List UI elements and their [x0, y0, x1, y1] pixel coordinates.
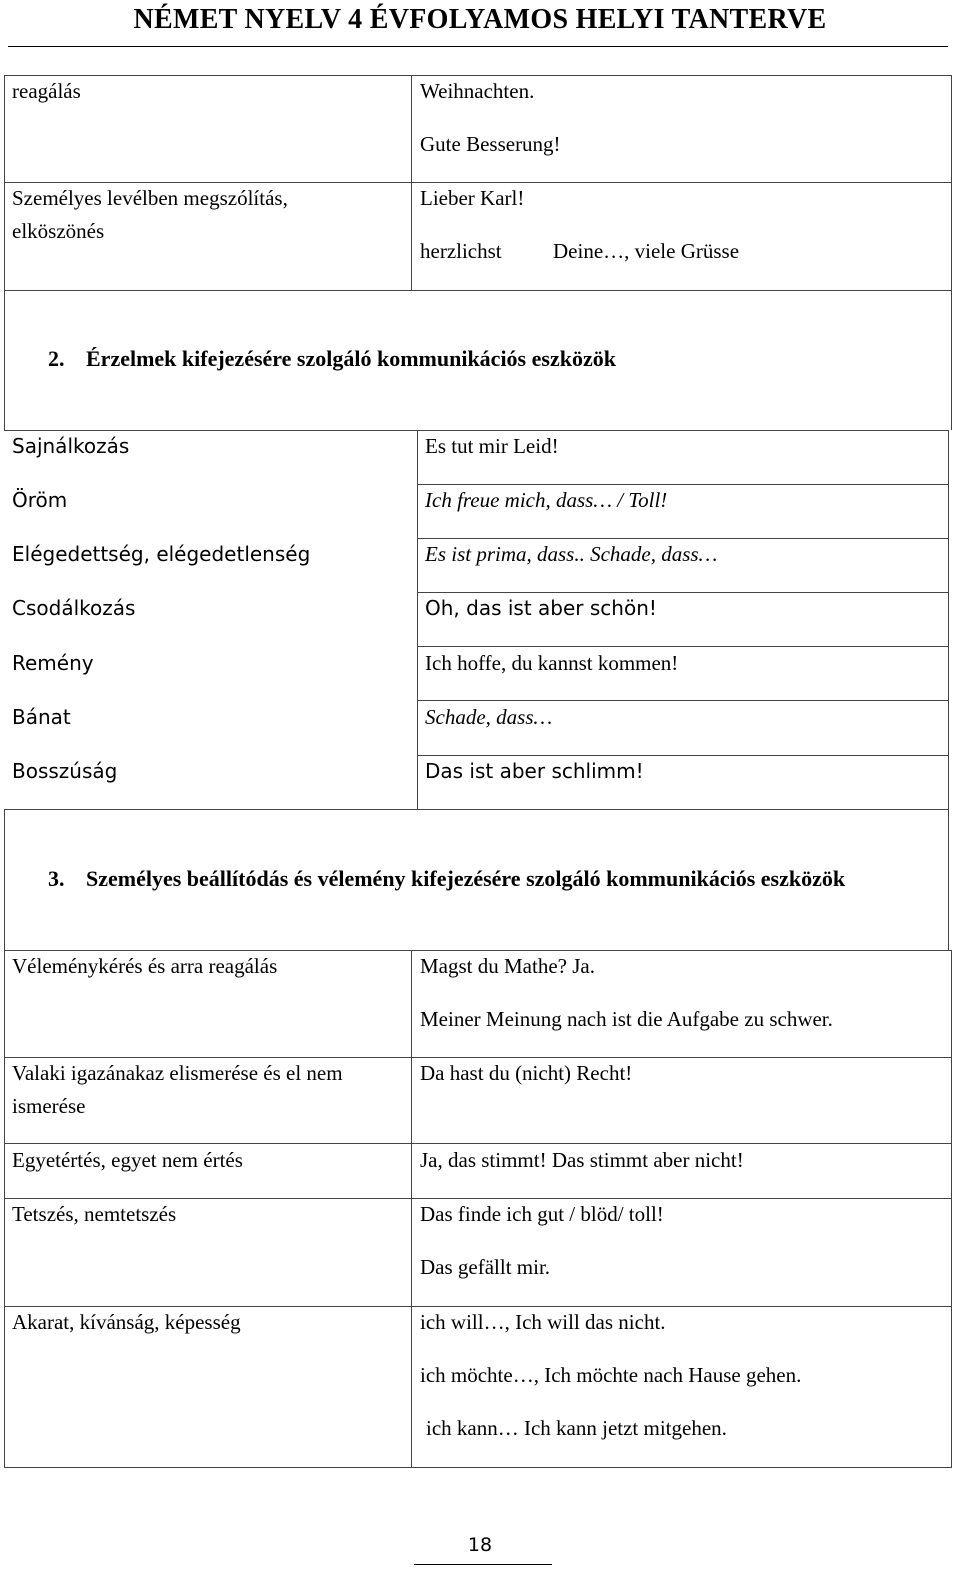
page-header-title: NÉMET NYELV 4 ÉVFOLYAMOS HELYI TANTERVE [133, 4, 827, 35]
table-cell-label: Személyes levélben megszólítás, [12, 186, 288, 210]
table-cell-label: Valaki igazánakaz elismerése és el nem [12, 1061, 343, 1085]
table-cell-example: Lieber Karl! [420, 186, 525, 210]
table-cell-example: Magst du Mathe? Ja. [420, 954, 595, 978]
table-cell-label: Csodálkozás [12, 596, 136, 620]
table-cell-example: Deine…, viele Grüsse [553, 239, 740, 263]
table-cell-example: Ich freue mich, dass… / Toll! [425, 488, 668, 512]
table-cell-example: ich möchte…, Ich möchte nach Hause gehen. [420, 1363, 802, 1387]
header-rule [8, 46, 948, 47]
table-cell-example: Oh, das ist aber schön! [425, 596, 657, 620]
table-cell-label: Tetszés, nemtetszés [12, 1202, 177, 1226]
table-cell-example: herzlichst [420, 239, 502, 263]
table-cell-label: ismerése [12, 1094, 86, 1118]
section-number: 3. [48, 866, 65, 891]
table-cell-label: Remény [12, 651, 94, 675]
table-cell-example: Weihnachten. [420, 79, 535, 103]
table-cell-label: Bosszúság [12, 759, 118, 783]
table-cell-label: Egyetértés, egyet nem értés [12, 1148, 243, 1172]
table-cell-example: Ich hoffe, du kannst kommen! [425, 651, 679, 675]
table-cell-example: Gute Besserung! [420, 132, 561, 156]
table-cell-example: Das finde ich gut / blöd/ toll! [420, 1202, 664, 1226]
table-cell-label: elköszönés [12, 219, 105, 243]
table-cell-example: Es tut mir Leid! [425, 434, 559, 458]
table-cell-label: Akarat, kívánság, képesség [12, 1310, 241, 1334]
table-cell-example: ich kann… Ich kann jetzt mitgehen. [426, 1416, 727, 1440]
table-cell-label: Sajnálkozás [12, 434, 130, 458]
table-cell-example: Da hast du (nicht) Recht! [420, 1061, 633, 1085]
table-cell-example: Das gefällt mir. [420, 1255, 551, 1279]
section-number: 2. [48, 346, 65, 371]
page-number: 18 [467, 1534, 493, 1556]
table-cell-example: Meiner Meinung nach ist die Aufgabe zu schwer. [420, 1007, 833, 1031]
table-cell-label: Véleménykérés és arra reagálás [12, 954, 278, 978]
table-cell-label: Öröm [12, 488, 68, 512]
table-cell-example: ich will…, Ich will das nicht. [420, 1310, 666, 1334]
page-number-rule [414, 1564, 552, 1565]
table-cell-label: Elégedettség, elégedetlenség [12, 542, 311, 566]
table-cell-example: Ja, das stimmt! Das stimmt aber nicht! [420, 1148, 744, 1172]
table-cell-example: Es ist prima, dass.. Schade, dass… [425, 542, 718, 566]
table-cell-label: reagálás [12, 79, 81, 103]
section-title: Személyes beállítódás és vélemény kifejezésére szolgáló kommunikációs eszközök [86, 866, 846, 891]
table-cell-label: Bánat [12, 705, 71, 729]
section-title: Érzelmek kifejezésére szolgáló kommunikációs eszközök [86, 346, 616, 371]
table-cell-example: Schade, dass… [425, 705, 553, 729]
table-cell-example: Das ist aber schlimm! [425, 759, 644, 783]
